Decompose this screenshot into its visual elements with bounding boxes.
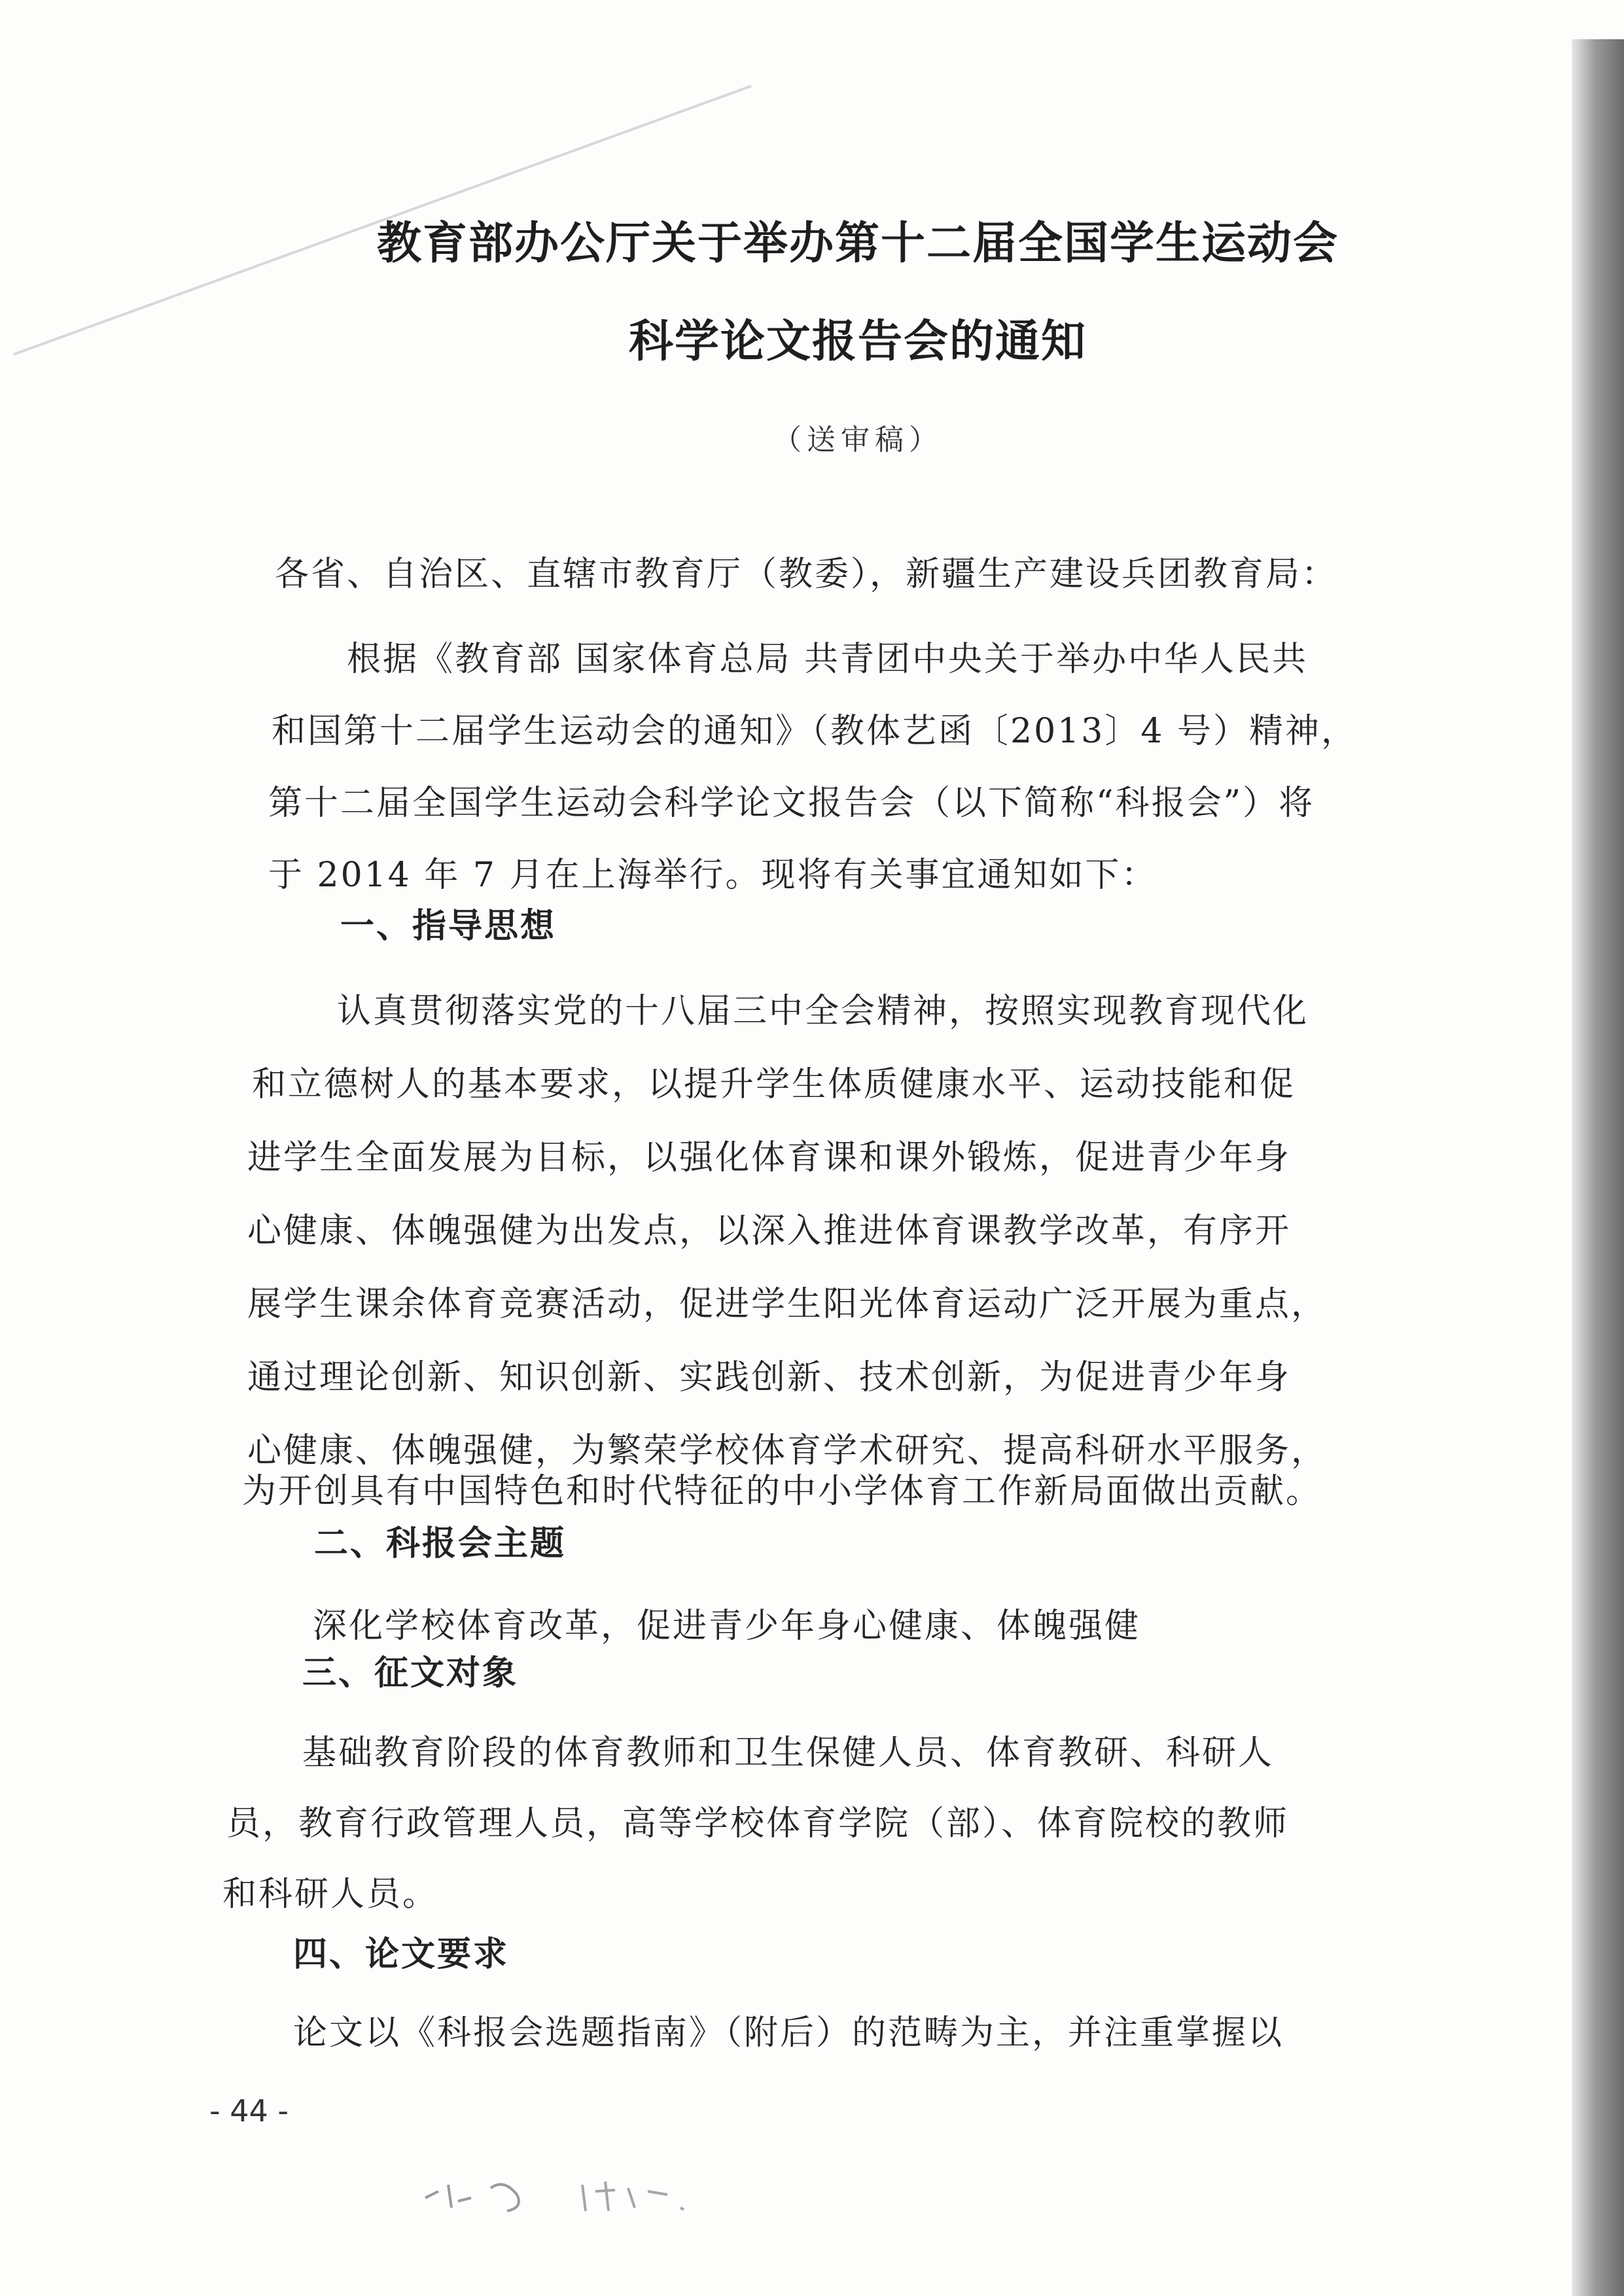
section-3-line-2: 员，教育行政管理人员，高等学校体育学院（部）、体育院校的教师 (226, 1804, 1290, 1843)
section-3-line-1: 基础教育阶段的体育教师和卫生保健人员、体育教研、科研人 (302, 1733, 1275, 1773)
section-2-line-1: 深化学校体育改革，促进青少年身心健康、体魄强健 (313, 1607, 1141, 1646)
section-1-line-6: 通过理论创新、知识创新、实践创新、技术创新，为促进青少年身 (247, 1358, 1292, 1397)
section-3-heading: 三、征文对象 (302, 1654, 519, 1693)
intro-line-3: 第十二届全国学生运动会科学论文报告会（以下简称“科报会”）将 (268, 784, 1315, 823)
salutation: 各省、自治区、直辖市教育厅（教委），新疆生产建设兵团教育局： (275, 555, 1338, 594)
handwritten-mark (419, 2172, 707, 2218)
draft-label: （送审稿） (773, 423, 943, 457)
section-1-line-5: 展学生课余体育竞赛活动，促进学生阳光体育运动广泛开展为重点， (247, 1285, 1328, 1324)
document-title-line-2: 科学论文报告会的通知 (628, 316, 1087, 368)
section-1-line-2: 和立德树人的基本要求，以提升学生体质健康水平、运动技能和促 (252, 1065, 1296, 1104)
section-2-heading: 二、科报会主题 (314, 1524, 567, 1563)
section-4-heading: 四、论文要求 (293, 1935, 510, 1974)
section-1-heading: 一、指导思想 (340, 907, 557, 946)
intro-line-4: 于 2014 年 7 月在上海举行。现将有关事宜通知如下： (268, 856, 1157, 895)
page-number: - 44 - (209, 2093, 289, 2129)
intro-line-2: 和国第十二届学生运动会的通知》（教体艺函〔2013〕4 号）精神， (272, 712, 1357, 751)
intro-line-1: 根据《教育部 国家体育总局 共青团中央关于举办中华人民共 (347, 640, 1309, 679)
document-title-line-1: 教育部办公厅关于举办第十二届全国学生运动会 (376, 218, 1339, 270)
section-1-line-7: 心健康、体魄强健，为繁荣学校体育学术研究、提高科研水平服务， (247, 1431, 1328, 1470)
section-1-line-8: 为开创具有中国特色和时代特征的中小学体育工作新局面做出贡献。 (242, 1472, 1322, 1511)
section-1-line-4: 心健康、体魄强健为出发点，以深入推进体育课教学改革，有序开 (247, 1211, 1292, 1251)
section-3-line-3: 和科研人员。 (222, 1875, 439, 1914)
scan-edge-shadow (1572, 39, 1624, 2296)
section-1-line-1: 认真贯彻落实党的十八届三中全会精神，按照实现教育现代化 (337, 992, 1309, 1031)
section-1-line-3: 进学生全面发展为目标，以强化体育课和课外锻炼，促进青少年身 (247, 1138, 1292, 1177)
section-4-line-1: 论文以《科报会选题指南》（附后）的范畴为主，并注重掌握以 (293, 2013, 1284, 2053)
